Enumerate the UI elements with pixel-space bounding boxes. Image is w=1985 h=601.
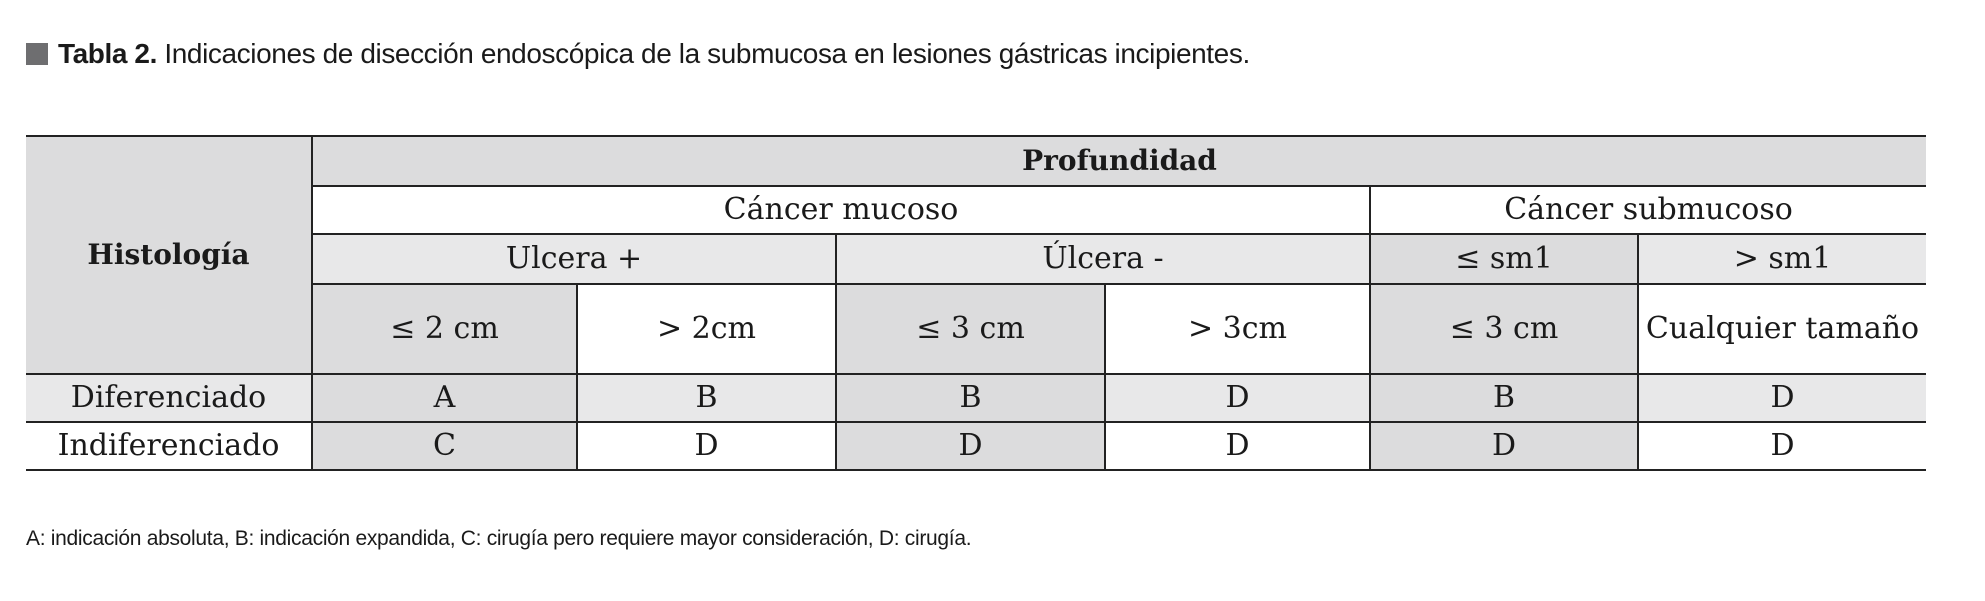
indications-table — [26, 135, 1926, 471]
row-label: Indiferenciado — [26, 422, 312, 470]
size-header: > 3cm — [1105, 284, 1370, 374]
caption-text: Indicaciones de disección endoscópica de la submucosa en lesiones gástricas incipientes. — [156, 38, 1250, 69]
table-cell: B — [1370, 374, 1638, 422]
table-footnote: A: indicación absoluta, B: indicación expandida, C: cirugía pero requiere mayor consideración, D: cirugía. — [26, 527, 972, 550]
caption-square-icon — [26, 43, 48, 65]
table-cell: D — [1638, 374, 1926, 422]
table-cell: D — [1638, 422, 1926, 470]
table-cell: B — [836, 374, 1105, 422]
header-cancer-submucoso: Cáncer submucoso — [1370, 186, 1926, 234]
table-cell: D — [836, 422, 1105, 470]
size-header: > 2cm — [577, 284, 836, 374]
header-profundidad: Profundidad — [312, 136, 1926, 186]
header-le-sm1: ≤ sm1 — [1370, 234, 1638, 284]
size-header: ≤ 2 cm — [312, 284, 577, 374]
table-cell: B — [577, 374, 836, 422]
size-header: Cualquier tamaño — [1638, 284, 1926, 374]
row-label: Diferenciado — [26, 374, 312, 422]
table-cell: D — [1105, 422, 1370, 470]
header-ulcera-negative: Úlcera - — [836, 234, 1370, 284]
table-cell: A — [312, 374, 577, 422]
table-cell: C — [312, 422, 577, 470]
header-histologia: Histología — [26, 136, 312, 374]
caption-label: Tabla 2. — [58, 38, 157, 69]
size-header: ≤ 3 cm — [836, 284, 1105, 374]
table-row — [26, 374, 1926, 422]
table-cell: D — [1370, 422, 1638, 470]
table-row — [26, 422, 1926, 470]
table-caption — [26, 38, 1250, 70]
table-cell: D — [1105, 374, 1370, 422]
table-cell: D — [577, 422, 836, 470]
header-gt-sm1: > sm1 — [1638, 234, 1926, 284]
size-header: ≤ 3 cm — [1370, 284, 1638, 374]
header-ulcera-positive: Ulcera + — [312, 234, 836, 284]
header-cancer-mucoso: Cáncer mucoso — [312, 186, 1370, 234]
